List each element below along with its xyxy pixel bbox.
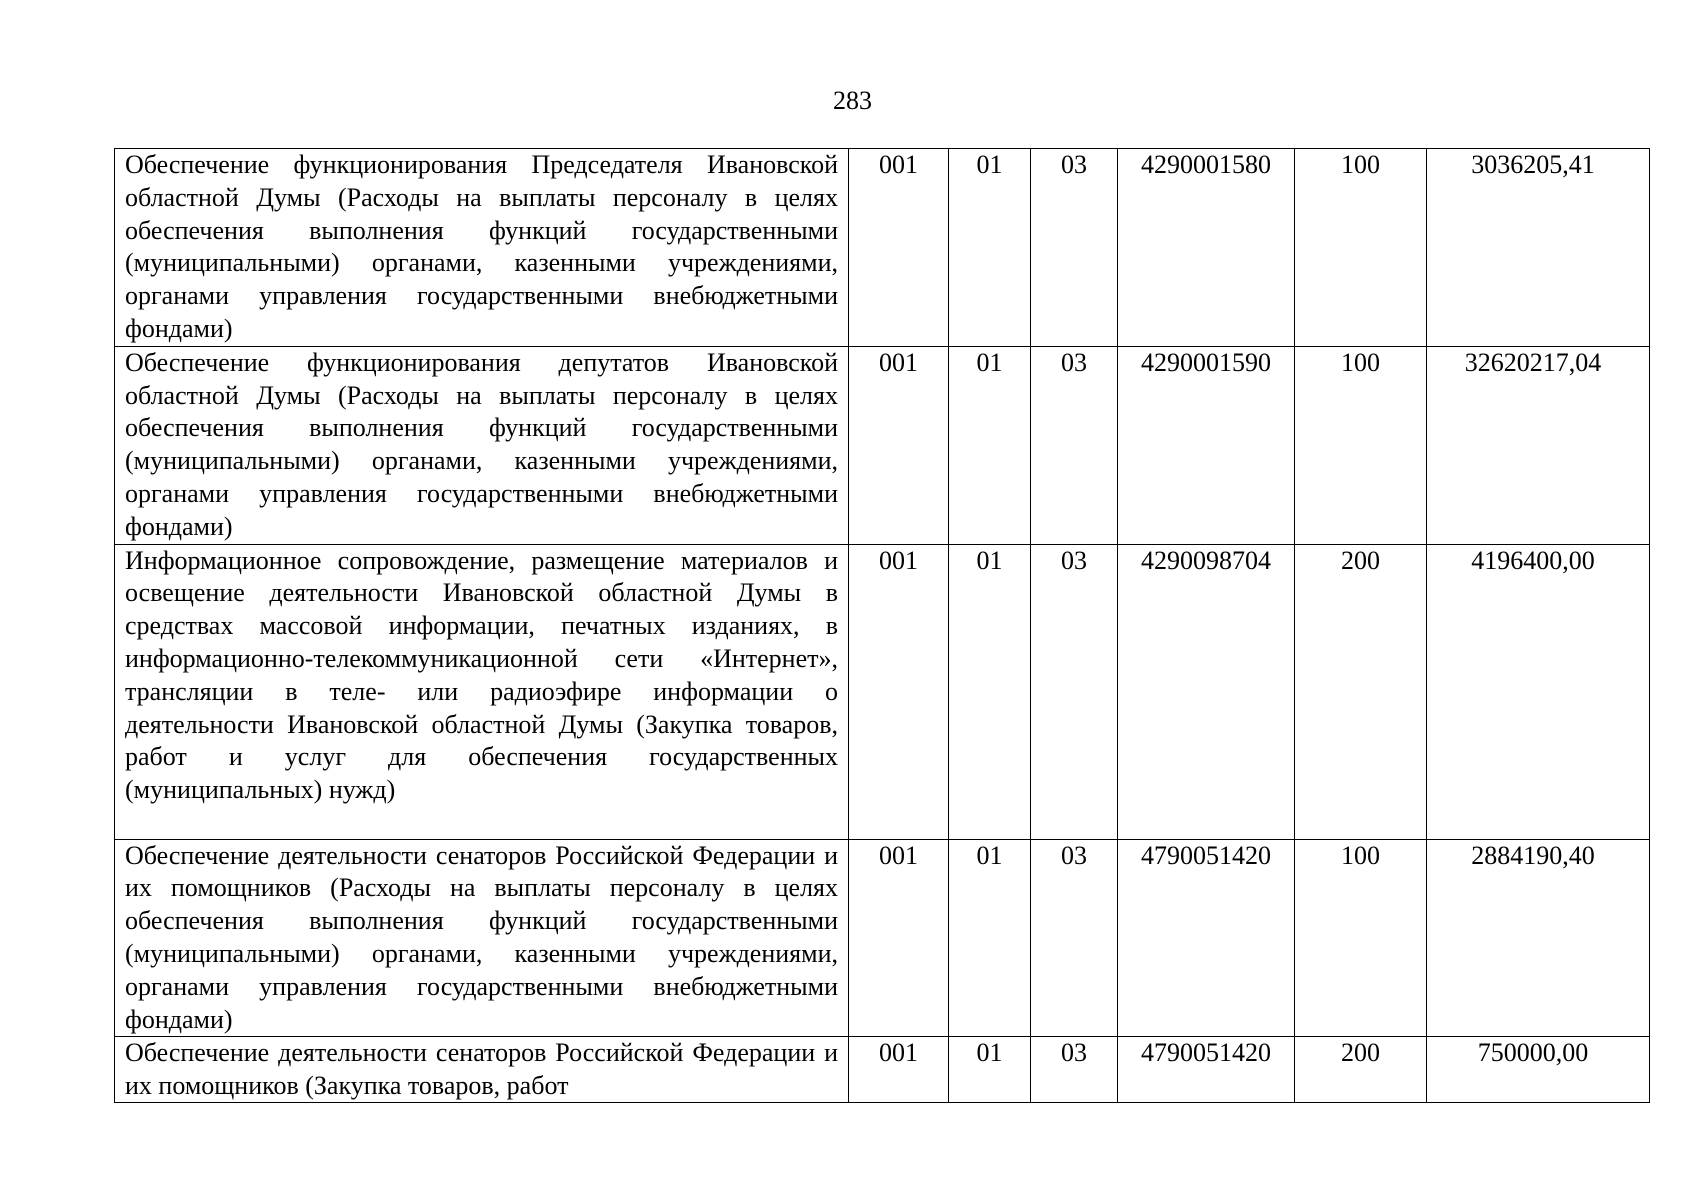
section-code: 01 bbox=[949, 346, 1031, 544]
amount: 4196400,00 bbox=[1427, 544, 1650, 839]
subsection-code: 03 bbox=[1031, 1037, 1118, 1103]
table-row bbox=[115, 1037, 1650, 1103]
subsection-code: 03 bbox=[1031, 839, 1118, 1037]
section-code: 01 bbox=[949, 149, 1031, 347]
target-article-code: 4290001590 bbox=[1118, 346, 1295, 544]
section-code: 01 bbox=[949, 839, 1031, 1037]
row-description: Обеспечение функционирования депутатов Ивановской областной Думы (Расходы на выплаты персоналу в целях обеспечения выполнения функций государственными (муниципальными) органами, казенными учреждениями, органами управления государственными внебюджетными фондами) bbox=[115, 346, 849, 544]
ministry-code: 001 bbox=[849, 839, 949, 1037]
expense-type-code: 100 bbox=[1295, 839, 1427, 1037]
amount: 3036205,41 bbox=[1427, 149, 1650, 347]
table-row bbox=[115, 544, 1650, 839]
subsection-code: 03 bbox=[1031, 544, 1118, 839]
row-description: Обеспечение функционирования Председателя Ивановской областной Думы (Расходы на выплаты персоналу в целях обеспечения выполнения функций государственными (муниципальными) органами, казенными учреждениями, органами управления государственными внебюджетными фондами) bbox=[115, 149, 849, 347]
table-row bbox=[115, 346, 1650, 544]
table-row bbox=[115, 839, 1650, 1037]
amount: 750000,00 bbox=[1427, 1037, 1650, 1103]
expense-type-code: 200 bbox=[1295, 1037, 1427, 1103]
target-article-code: 4290001580 bbox=[1118, 149, 1295, 347]
row-description: Информационное сопровождение, размещение материалов и освещение деятельности Ивановской областной Думы в средствах массовой информации, печатных изданиях, в информационно-телекоммуникационной сети «Интернет», трансляции в теле- или радиоэфире информации о деятельности Ивановской областной Думы (Закупка товаров, работ и услуг для обеспечения государственных (муниципальных) нужд) bbox=[115, 544, 849, 839]
table-row bbox=[115, 149, 1650, 347]
subsection-code: 03 bbox=[1031, 149, 1118, 347]
row-description: Обеспечение деятельности сенаторов Российской Федерации и их помощников (Закупка товаров, работ bbox=[115, 1037, 849, 1103]
section-code: 01 bbox=[949, 544, 1031, 839]
ministry-code: 001 bbox=[849, 544, 949, 839]
target-article-code: 4790051420 bbox=[1118, 839, 1295, 1037]
expense-type-code: 100 bbox=[1295, 346, 1427, 544]
amount: 32620217,04 bbox=[1427, 346, 1650, 544]
row-description: Обеспечение деятельности сенаторов Российской Федерации и их помощников (Расходы на выплаты персоналу в целях обеспечения выполнения функций государственными (муниципальными) органами, казенными учреждениями, органами управления государственными внебюджетными фондами) bbox=[115, 839, 849, 1037]
subsection-code: 03 bbox=[1031, 346, 1118, 544]
expense-type-code: 200 bbox=[1295, 544, 1427, 839]
expense-type-code: 100 bbox=[1295, 149, 1427, 347]
section-code: 01 bbox=[949, 1037, 1031, 1103]
target-article-code: 4790051420 bbox=[1118, 1037, 1295, 1103]
ministry-code: 001 bbox=[849, 346, 949, 544]
ministry-code: 001 bbox=[849, 149, 949, 347]
amount: 2884190,40 bbox=[1427, 839, 1650, 1037]
ministry-code: 001 bbox=[849, 1037, 949, 1103]
budget-table bbox=[114, 148, 1650, 1103]
target-article-code: 4290098704 bbox=[1118, 544, 1295, 839]
page-number: 283 bbox=[833, 86, 872, 115]
